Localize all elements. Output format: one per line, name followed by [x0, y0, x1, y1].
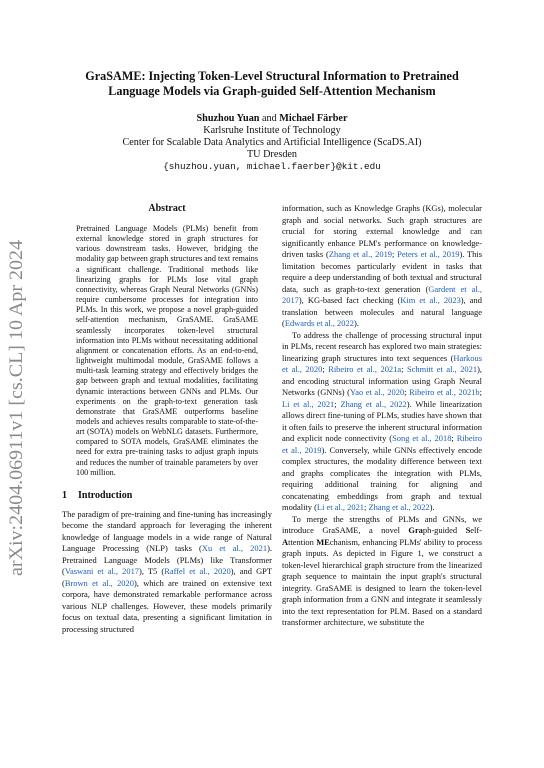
- text-run: ). This limitation becomes particularly evident in tasks that require a deep understanding of both textual and structural data, such as graph-to-text generation (: [282, 249, 482, 294]
- citation-link[interactable]: Raffel et al., 2020: [164, 566, 231, 577]
- citation-link[interactable]: Harkous et al., 2020: [282, 352, 482, 374]
- author-names: [60, 113, 484, 125]
- citation-link[interactable]: Zhang et al., 2019: [328, 249, 393, 259]
- text-run: ;: [364, 502, 369, 512]
- citation-link[interactable]: Kim et al., 2023: [400, 295, 461, 305]
- text-run: ). While linearization allows direct fine-tuning of PLMs, studies have shown that it often fails to preserve the inherent structural information and explicit node connectivity (: [282, 398, 482, 443]
- text-run: ), and translation between molecules and natural language (: [282, 295, 482, 328]
- citation-link[interactable]: Vaswani et al., 2017: [64, 566, 140, 577]
- acronym-letters: S: [465, 525, 471, 535]
- left-column: [62, 203, 272, 635]
- text-run: ). Conversely, while GNNs effectively encode complex structures, the modality difference between text and graphs complicates the integration with PLMs, requiring additional training for aligning and concatenating embeddings from graph and textual modality (: [282, 444, 482, 512]
- citation-link[interactable]: Ribeiro et al., 2021a: [328, 364, 402, 374]
- text-run: ). Pretrained Language Models (PLMs) like Transformer (: [62, 543, 272, 577]
- text-run: The paradigm of pre-training and fine-tuning has increasingly become the standard approach for leveraging the inherent knowledge of language models in a wide range of Natural Language Processing (NLP) tasks (: [62, 508, 272, 554]
- citation-link[interactable]: Li et al., 2021: [282, 398, 335, 409]
- abstract-heading: Abstract: [148, 203, 186, 214]
- citation-link[interactable]: Yao et al., 2020: [349, 387, 405, 397]
- acronym-letters: A: [282, 536, 289, 547]
- text-run: ), KG-based fact checking (: [298, 295, 401, 305]
- author-block: [60, 113, 484, 173]
- citation-link[interactable]: Li et al., 2021: [316, 502, 365, 512]
- author-email: {shuzhou.yuan, michael.faerber}@kit.edu: [163, 161, 381, 173]
- text-run: chanism, enhancing PLMs' ability to process graph inputs. As depicted in Figure 1, we construct a token-level hierarchical graph structure from the linearized graph sequence to maintain the input graph's structural integrity. GraSAME is designed to learn the token-level graph information from a GNN and integrate it seamlessly into the text representation for PLM. Based on a standard transformer architecture, we substitute the: [282, 536, 482, 627]
- arxiv-identifier-svg: [5, 238, 27, 578]
- abstract-text: Pretrained Language Models (PLMs) benefit from external knowledge stored in graph structures for various downstream tasks. However, bridging the modality gap between graph structures and text remains a significant challenge. Traditional methods like linearizing graphs for PLMs lose vital graph connectivity, whereas Graph Neural Networks (GNNs) require cumbersome processes for integration into PLMs. In this work, we propose a novel graph-guided self-attention mechanism, GraSAME. GraSAME seamlessly incorporates token-level structural information into PLMs without necessitating additional alignment or concatenation efforts. As an end-to-end, lightweight multimodal module, GraSAME follows a multi-task learning strategy and effectively bridges the gap between graph and textual modalities, facilitating dynamic interactions between GNNs and PLMs. Our experiments on the graph-to-text generation task demonstrate that GraSAME outperforms baseline models and achieves results comparable to state-of-the-art (SOTA) models on WebNLG datasets. Furthermore, compared to SOTA models, GraSAME eliminates the need for extra pre-training tasks to adjust graph inputs and reduces the number of trainable parameters by over 100 million.: [76, 224, 258, 477]
- section-number: 1: [62, 489, 67, 501]
- citation-link[interactable]: Song et al., 2018: [392, 433, 452, 443]
- intro-paragraph-1: [62, 509, 272, 636]
- text-run: ), which are trained on extensive text corpora, have demonstrated remarkable performance across various NLP challenges. However, these models primarily focus on textual data, presenting a significant limitation in processing structured: [62, 577, 272, 634]
- arxiv-identifier-stamp: [5, 238, 27, 578]
- arxiv-identifier: arXiv:2404.06911v1 [cs.CL] 10 Apr 2024: [7, 265, 27, 576]
- citation-link[interactable]: Zhang et al., 2022: [368, 502, 430, 512]
- citation-link[interactable]: Brown et al., 2020: [64, 577, 134, 588]
- text-run: ).: [429, 502, 435, 512]
- right-paragraph-3: [282, 514, 482, 629]
- author-1: Shuzhou Yuan: [196, 113, 260, 124]
- text-run: ttention: [288, 536, 317, 547]
- text-run: information, such as Knowledge Graphs (KGs), molecular graph and social networks. Such graph structures are crucial for storing external knowledge and can significantly enhance PLM's performance on knowledge-driven tasks (: [282, 203, 482, 259]
- text-run: ), T5 (: [139, 566, 165, 577]
- text-run: ;: [392, 249, 398, 259]
- text-run: ;: [479, 387, 482, 397]
- text-run: ), and encoding structural information using Graph Neural Networks (GNNs) (: [282, 364, 482, 397]
- section-heading-introduction: [62, 490, 272, 502]
- text-run: ;: [451, 433, 457, 443]
- right-paragraph-2: [282, 330, 482, 514]
- author-and: and: [262, 113, 277, 124]
- affiliation-2: Center for Scalable Data Analytics and Artificial Intelligence (ScaDS.AI): [122, 137, 422, 149]
- citation-link[interactable]: Ribeiro et al., 2021b: [409, 387, 480, 397]
- text-run: ;: [404, 387, 410, 397]
- citation-link[interactable]: Zhang et al., 2022: [340, 398, 407, 409]
- text-run: To address the challenge of processing structural input in PLMs, recent research has explored two main strategies: linearizing graph structures into text sequences (: [282, 329, 482, 363]
- right-column: [282, 203, 482, 629]
- section-title: Introduction: [78, 489, 133, 501]
- text-run: ;: [334, 398, 341, 409]
- paper-title: [60, 69, 484, 98]
- title-line-2: Language Models via Graph-guided Self-Attention Mechanism: [108, 83, 436, 98]
- citation-link[interactable]: Xu et al., 2021: [201, 543, 268, 554]
- text-run: elf-: [470, 525, 482, 535]
- affiliation-1: Karlsruhe Institute of Technology: [203, 125, 341, 137]
- text-run: To merge the strengths of PLMs and GNNs, we introduce GraSAME, a novel: [282, 513, 482, 535]
- citation-link[interactable]: Gardent et al., 2017: [282, 283, 483, 305]
- text-run: ).: [353, 318, 359, 328]
- author-2: Michael Färber: [279, 113, 348, 124]
- citation-link[interactable]: Schmitt et al., 2021: [406, 364, 478, 374]
- citation-link[interactable]: Edwards et al., 2022: [284, 318, 354, 328]
- text-run: ;: [322, 364, 329, 374]
- acronym-letters: Gra: [408, 525, 423, 535]
- right-paragraph-1: [282, 203, 482, 330]
- text-run: ph-guided: [422, 525, 466, 535]
- acronym-letters: ME: [316, 536, 330, 547]
- text-run: ), and GPT (: [62, 566, 273, 588]
- text-run: ;: [401, 364, 407, 374]
- citation-link[interactable]: Peters et al., 2019: [397, 249, 460, 259]
- affiliation-3: TU Dresden: [246, 149, 298, 161]
- title-line-1: GraSAME: Injecting Token-Level Structural Information to Pretrained: [85, 69, 459, 83]
- citation-link[interactable]: Ribeiro et al., 2019: [282, 433, 482, 455]
